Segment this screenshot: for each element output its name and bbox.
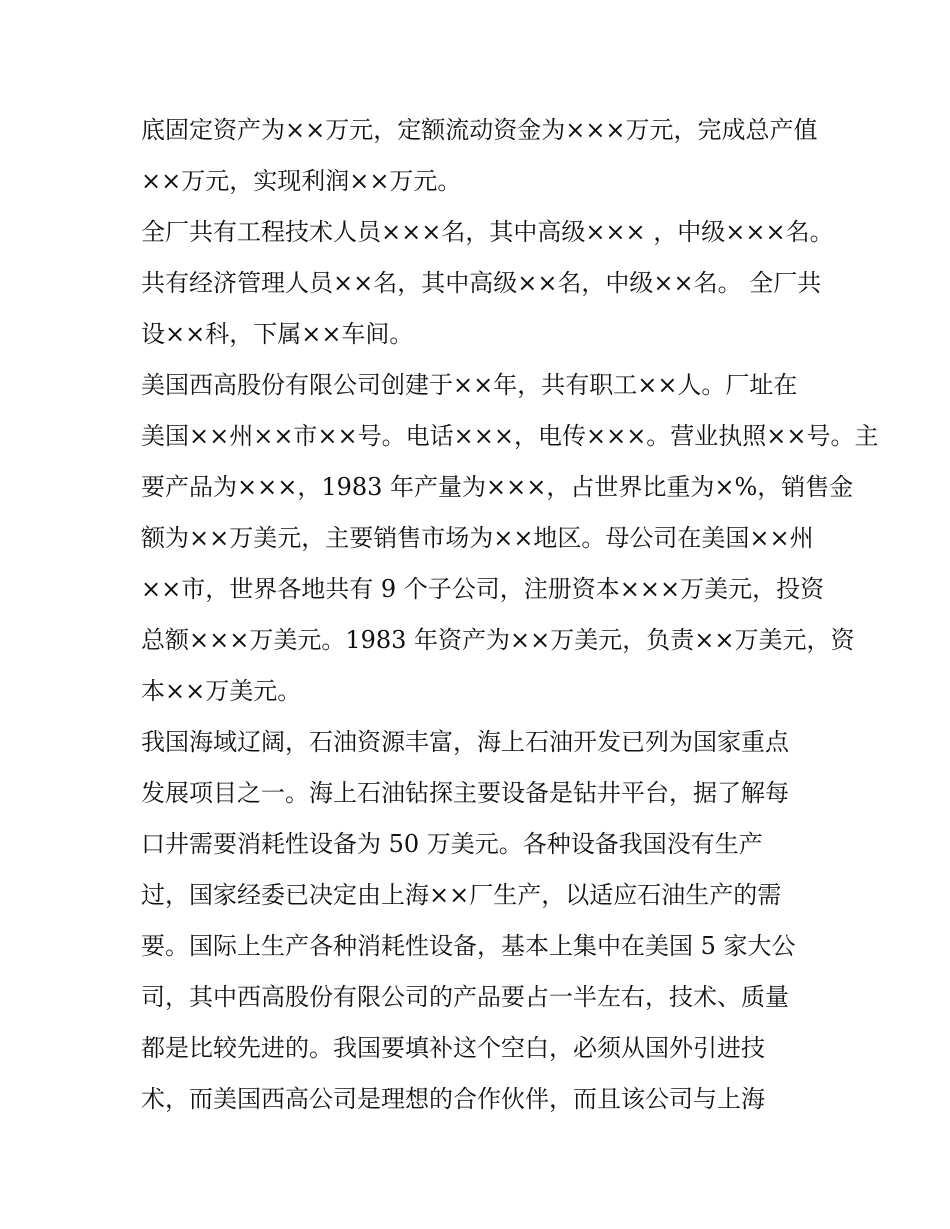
text-line: 要产品为×××，1983 年产量为×××，占世界比重为×%，销售金 [141,473,854,501]
body-text [141,110,879,1130]
text-line: 共有经济管理人员××名，其中高级××名，中级××名。 全厂共 [141,269,822,297]
text-line: 本××万美元。 [141,677,302,705]
text-line: 过，国家经委已决定由上海××厂生产，以适应石油生产的需 [141,881,782,909]
text-line: 美国××州××市××号。电话×××，电传×××。营业执照××号。主 [141,422,879,450]
text-line: 发展项目之一。海上石油钻探主要设备是钻井平台，据了解每 [141,779,789,807]
text-line: 设××科，下属××车间。 [141,320,414,348]
text-line: 我国海域辽阔，石油资源丰富，海上石油开发已列为国家重点 [141,728,789,756]
text-line: 美国西高股份有限公司创建于××年，共有职工××人。厂址在 [141,371,798,399]
text-line: 术，而美国西高公司是理想的合作伙伴，而且该公司与上海 [141,1085,765,1113]
text-line: 都是比较先进的。我国要填补这个空白，必须从国外引进技 [141,1034,765,1062]
text-line: ××市，世界各地共有 9 个子公司，注册资本×××万美元，投资 [141,575,825,603]
text-line: 要。国际上生产各种消耗性设备，基本上集中在美国 5 家大公 [141,932,796,960]
text-line: 底固定资产为××万元，定额流动资金为×××万元，完成总产值 [141,116,818,144]
text-line: 司，其中西高股份有限公司的产品要占一半左右，技术、质量 [141,983,789,1011]
text-line: 口井需要消耗性设备为 50 万美元。各种设备我国没有生产 [141,830,763,858]
text-line: 全厂共有工程技术人员×××名，其中高级××× ，中级×××名。 [141,218,834,246]
text-line: 额为××万美元，主要销售市场为××地区。母公司在美国××州 [141,524,814,552]
text-line: ××万元，实现利润××万元。 [141,167,462,195]
text-line: 总额×××万美元。1983 年资产为××万美元，负责××万美元，资 [141,626,855,654]
